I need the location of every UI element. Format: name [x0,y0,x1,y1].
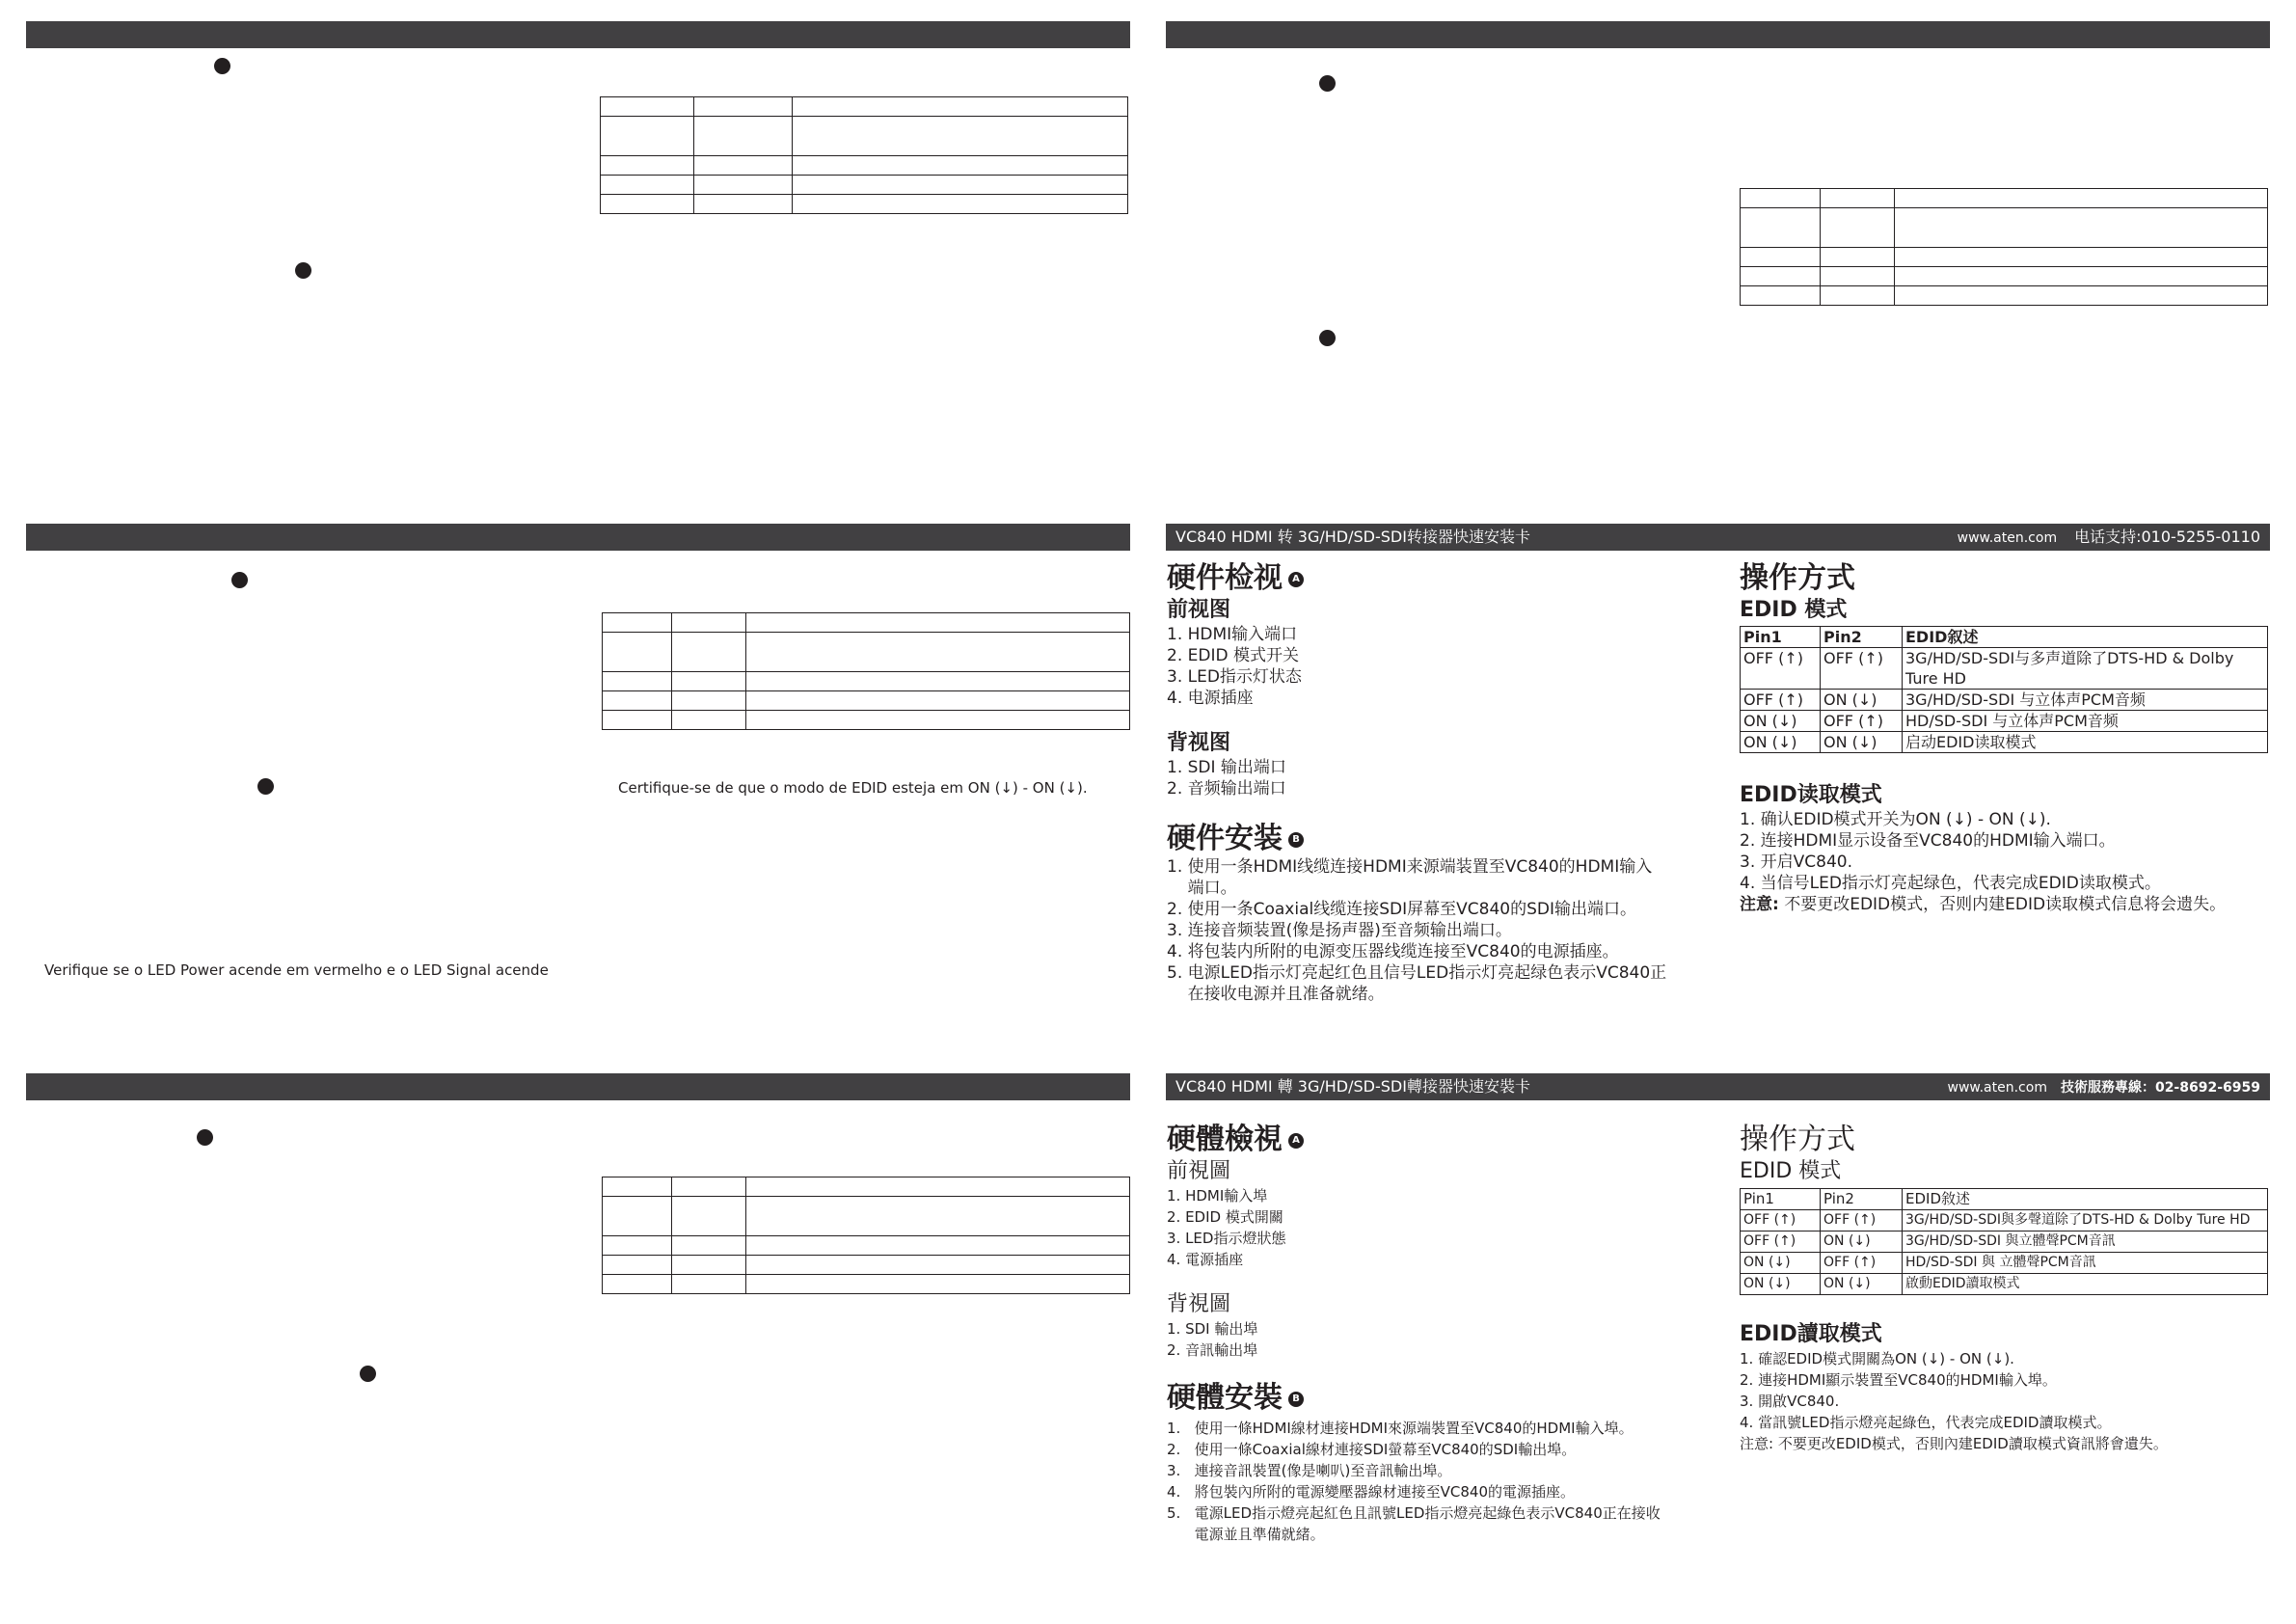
tc-header-bar [1166,1073,2270,1100]
table-row [1741,648,2268,690]
tc-operation-title: 操作方式 [1740,1123,1855,1156]
list-item: 4. 當訊號LED指示燈亮起綠色，代表完成EDID讀取模式。 [1740,1414,2112,1431]
table-row [1741,1232,2268,1253]
bullet-icon [1319,330,1336,346]
list-item: 1. SDI 输出端口 [1167,758,1286,777]
table-row [1741,1274,2268,1295]
sc-hw-install-label: 硬件安装 [1167,822,1283,855]
list-item: 4. 將包裝內所附的電源變壓器線材連接至VC840的電源插座。 [1167,1483,1575,1501]
list-item: 3. LED指示灯状态 [1167,667,1302,687]
badge-b-icon: B [1288,1392,1304,1407]
table-cell: 启动EDID读取模式 [1903,732,2268,753]
tc-edid-read-title: EDID讀取模式 [1740,1322,1882,1346]
list-item: 2. EDID 模式開關 [1167,1208,1283,1226]
tc-edid-table [1740,1188,2268,1295]
sc-front-list [1167,624,1302,709]
panel-header-bar [1166,21,2270,48]
edid-table-blank [1740,188,2268,306]
table-row [1741,732,2268,753]
table-cell: HD/SD-SDI 與 立體聲PCM音訊 [1903,1253,2268,1274]
tc-note-label: 注意: [1740,1435,1774,1452]
tc-header-contact [1948,1073,2260,1101]
sc-edid-read-title: EDID读取模式 [1740,783,1882,807]
list-item: 3. 连接音频装置(像是扬声器)至音频输出端口。 [1167,921,1512,940]
table-row [1741,690,2268,711]
list-item: 2. 音訊輸出埠 [1167,1341,1258,1359]
tc-hw-review-label: 硬體檢視 [1167,1123,1283,1156]
tc-edid-mode-title: EDID 模式 [1740,1159,1842,1183]
table-cell: ON (↓) [1821,690,1903,711]
table-cell: ON (↓) [1741,711,1821,732]
bullet-icon [295,262,311,279]
sc-header-title: VC840 HDMI 转 3G/HD/SD-SDI转接器快速安装卡 [1175,528,1530,546]
list-item: 在接收电源并且准备就绪。 [1167,985,1385,1004]
sc-header-web: www.aten.com [1957,530,2058,546]
list-item: 1. SDI 輸出埠 [1167,1320,1258,1338]
bullet-icon [197,1129,213,1146]
tc-header-title: VC840 HDMI 轉 3G/HD/SD-SDI轉接器快速安裝卡 [1175,1077,1530,1096]
tc-install-list [1167,1418,1661,1545]
list-item: 1. 确认EDID模式开关为ON (↓) - ON (↓). [1740,810,2051,829]
list-item: 2. 音频输出端口 [1167,779,1286,798]
list-item: 1. HDMI輸入埠 [1167,1187,1268,1204]
list-item: 2. 连接HDMI显示设备至VC840的HDMI输入端口。 [1740,831,2116,851]
badge-a-icon: A [1288,1133,1304,1149]
panel-header-bar [26,1073,1130,1100]
list-item: 1. HDMI输入端口 [1167,625,1298,644]
tc-hw-review-title [1167,1123,1304,1157]
sc-install-list [1167,856,1666,1005]
table-row [1741,711,2268,732]
tc-note [1740,1433,2168,1454]
table-cell: OFF (↑) [1821,1210,1903,1232]
sc-edid-mode-title: EDID 模式 [1740,598,1848,622]
list-item: 1. 使用一条HDMI线缆连接HDMI来源端装置至VC840的HDMI输入 [1167,857,1653,877]
table-header-cell: Pin2 [1821,1189,1903,1210]
sc-operation-title: 操作方式 [1740,561,1855,595]
table-cell: 3G/HD/SD-SDI 與立體聲PCM音訊 [1903,1232,2268,1253]
panel-header-bar [26,524,1130,551]
edid-table-blank [602,612,1130,730]
panel-header-bar [26,21,1130,48]
sc-note-label: 注意: [1740,895,1779,914]
sc-header-bar [1166,524,2270,551]
tc-front-view-title: 前視圖 [1167,1159,1231,1183]
table-cell: OFF (↑) [1741,648,1821,690]
sc-front-view-title: 前视图 [1167,598,1231,622]
table-cell: 3G/HD/SD-SDI 与立体声PCM音频 [1903,690,2268,711]
table-header-cell: EDID叙述 [1903,627,2268,648]
tc-header-support: 技術服務專線：02-8692-6959 [2060,1080,2260,1096]
list-item: 電源並且準備就緒。 [1167,1526,1325,1543]
table-row [1741,1253,2268,1274]
bullet-icon [257,778,274,795]
list-item: 2. 連接HDMI顯示裝置至VC840的HDMI輸入埠。 [1740,1371,2057,1389]
table-header-cell: EDID敘述 [1903,1189,2268,1210]
sc-read-list [1740,809,2161,894]
tc-header-web: www.aten.com [1947,1080,2047,1096]
table-cell: HD/SD-SDI 与立体声PCM音频 [1903,711,2268,732]
list-item: 2. EDID 模式开关 [1167,646,1299,665]
table-cell: OFF (↑) [1741,1210,1821,1232]
list-item: 4. 当信号LED指示灯亮起绿色，代表完成EDID读取模式。 [1740,874,2161,893]
table-cell: 3G/HD/SD-SDI与多声道除了DTS-HD & Dolby Ture HD [1903,648,2268,690]
table-cell: ON (↓) [1821,1232,1903,1253]
table-header-row [1741,1189,2268,1210]
table-cell: ON (↓) [1741,1253,1821,1274]
list-item: 端口。 [1167,879,1237,898]
table-header-cell: Pin1 [1741,627,1821,648]
sc-rear-list [1167,757,1286,799]
table-cell: 3G/HD/SD-SDI與多聲道除了DTS-HD & Dolby Ture HD [1903,1210,2268,1232]
table-header-cell: Pin1 [1741,1189,1821,1210]
tc-rear-list [1167,1318,1257,1361]
sc-header-support: 电话支持:010-5255-0110 [2074,528,2260,546]
list-item: 5. 电源LED指示灯亮起红色且信号LED指示灯亮起绿色表示VC840正 [1167,963,1667,983]
table-header-row [1741,627,2268,648]
table-cell: ON (↓) [1821,1274,1903,1295]
sc-hw-review-title [1167,561,1304,596]
tc-note-text: 不要更改EDID模式，否則內建EDID讀取模式資訊將會遺失。 [1773,1435,2168,1452]
tc-read-list [1740,1348,2111,1433]
table-cell: ON (↓) [1741,1274,1821,1295]
sc-note [1740,894,2226,915]
list-item: 4. 电源插座 [1167,689,1254,708]
table-cell: OFF (↑) [1821,1253,1903,1274]
sc-rear-view-title: 背视图 [1167,731,1231,755]
table-row [1741,1210,2268,1232]
table-cell: OFF (↑) [1821,711,1903,732]
tc-front-list [1167,1185,1285,1270]
tc-rear-view-title: 背視圖 [1167,1292,1231,1316]
list-item: 5. 電源LED指示燈亮起紅色且訊號LED指示燈亮起綠色表示VC840正在接收 [1167,1504,1661,1522]
badge-b-icon: B [1288,832,1304,848]
bullet-icon [1319,75,1336,92]
list-item: 1. 使用一條HDMI線材連接HDMI來源端裝置至VC840的HDMI輸入埠。 [1167,1420,1634,1437]
list-item: 3. 連接音訊裝置(像是喇叭)至音訊輸出埠。 [1167,1462,1452,1479]
table-cell: OFF (↑) [1821,648,1903,690]
list-item: 2. 使用一條Coaxial線材連接SDI螢幕至VC840的SDI輸出埠。 [1167,1441,1577,1458]
edid-table-blank [602,1177,1130,1294]
sc-edid-table [1740,626,2268,753]
led-check-text: Verifique se o LED Power acende em vermelho e o LED Signal acende [44,961,549,979]
sc-hw-review-label: 硬件检视 [1167,561,1283,595]
list-item: 4. 電源插座 [1167,1251,1244,1268]
sc-note-text: 不要更改EDID模式，否则内建EDID读取模式信息将会遗失。 [1778,895,2227,914]
tc-hw-install-title [1167,1381,1304,1416]
table-cell: ON (↓) [1821,732,1903,753]
badge-a-icon: A [1288,572,1304,587]
edid-check-text: Certifique-se de que o modo de EDID esteja em ON (↓) - ON (↓). [618,779,1088,797]
list-item: 2. 使用一条Coaxial线缆连接SDI屏幕至VC840的SDI输出端口。 [1167,900,1636,919]
bullet-icon [214,58,230,74]
table-cell: ON (↓) [1741,732,1821,753]
list-item: 4. 将包装内所附的电源变压器线缆连接至VC840的电源插座。 [1167,942,1619,961]
edid-table-blank [600,96,1128,214]
sc-header-contact [1958,524,2260,552]
table-header-cell: Pin2 [1821,627,1903,648]
list-item: 3. LED指示燈狀態 [1167,1230,1286,1247]
table-cell: OFF (↑) [1741,690,1821,711]
bullet-icon [360,1366,376,1382]
list-item: 3. 開啟VC840. [1740,1393,1840,1410]
sc-hw-install-title [1167,822,1304,856]
table-cell: OFF (↑) [1741,1232,1821,1253]
table-cell: 啟動EDID讀取模式 [1903,1274,2268,1295]
list-item: 1. 確認EDID模式開關為ON (↓) - ON (↓). [1740,1350,2014,1367]
tc-hw-install-label: 硬體安裝 [1167,1381,1283,1415]
list-item: 3. 开启VC840. [1740,853,1852,872]
bullet-icon [231,572,248,588]
